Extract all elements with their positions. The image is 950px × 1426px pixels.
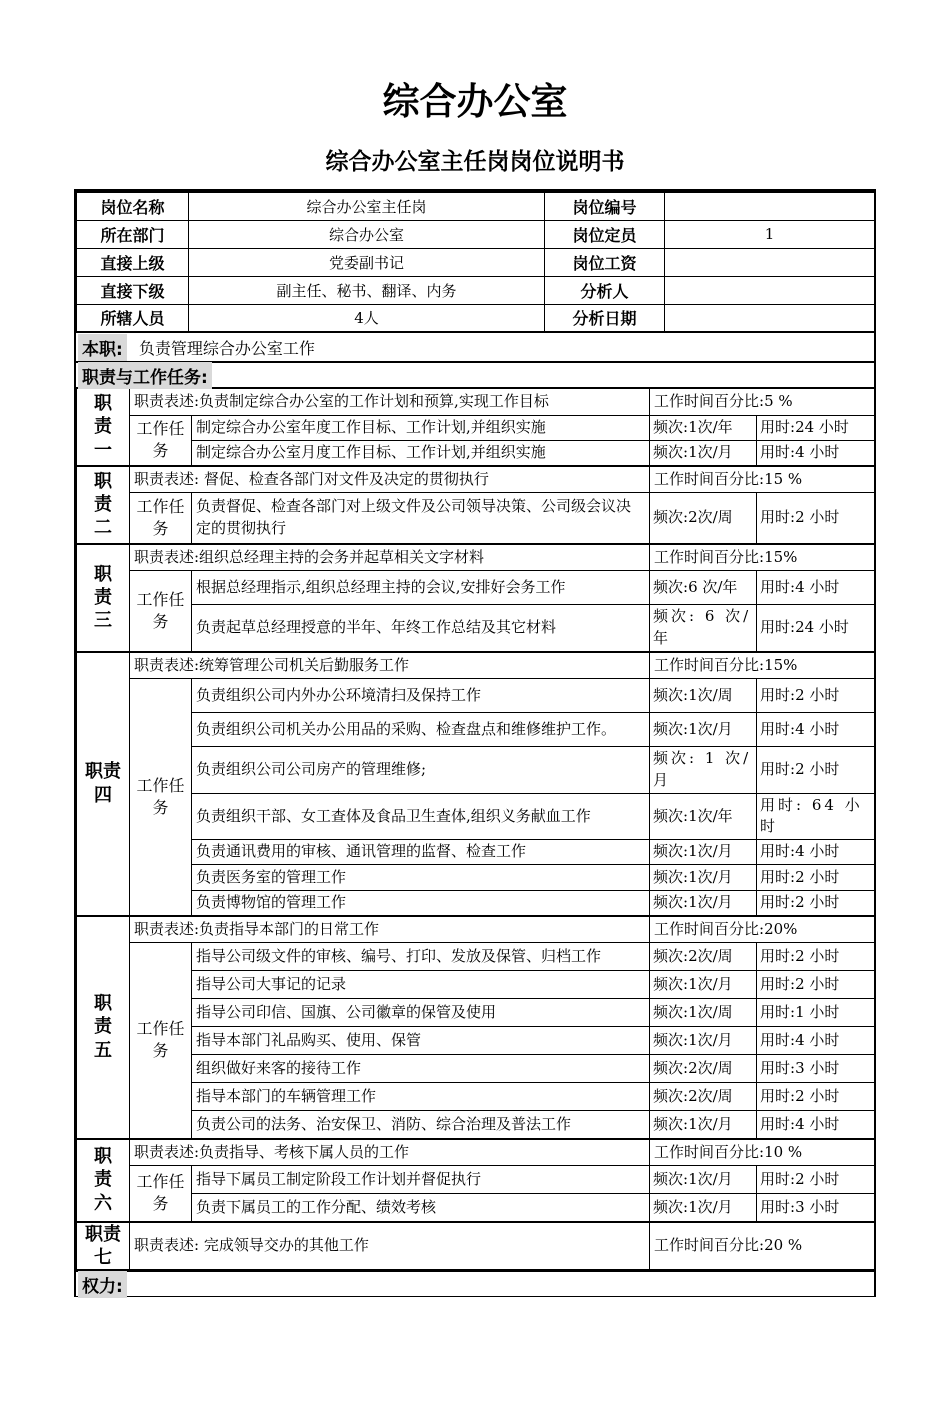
info-value-headcount: 1 [665,220,875,248]
main-duty-label: 本职: [78,334,127,361]
duty-time-percent: 工作时间百分比:10 % [650,1139,875,1166]
task-frequency: 频次:1次/月 [650,440,757,465]
task-duration: 用时:1 小时 [757,999,875,1027]
task-text: 根据总经理指示,组织总经理主持的会议,安排好会务工作 [192,571,650,605]
task-duration: 用时:2 小时 [757,890,875,915]
task-duration: 用时:4 小时 [757,1027,875,1055]
task-row [77,713,875,747]
page-title: 综合办公室 [382,80,568,123]
duty-time-percent: 工作时间百分比:15% [650,544,875,571]
task-duration: 用时:4 小时 [757,840,875,865]
task-duration: 用时:2 小时 [757,864,875,890]
duty-time-percent: 工作时间百分比:20% [650,916,875,943]
task-group-label: 工作任务 [130,493,192,544]
info-label-position-code: 岗位编号 [545,192,665,220]
duty-name-cell [77,652,130,916]
info-value-staff-managed: 4人 [189,304,545,332]
duty-description: 职责表述:组织总经理主持的会务并起草相关文字材料 [130,544,650,571]
task-duration: 用时:3 小时 [757,1055,875,1083]
task-row [77,679,875,713]
task-text: 指导本部门的车辆管理工作 [192,1083,650,1111]
task-text: 负责组织公司公司房产的管理维修; [192,747,650,794]
info-row [77,276,875,304]
task-frequency: 频次:2次/周 [650,493,757,544]
task-duration: 用时:2 小时 [757,679,875,713]
task-row [77,1166,875,1194]
info-value-analysis-date [665,304,875,332]
task-row [77,793,875,840]
task-frequency: 频次: 1 次/月 [650,747,757,794]
task-text: 负责医务室的管理工作 [192,864,650,890]
info-label-analyst: 分析人 [545,276,665,304]
info-value-department: 综合办公室 [189,220,545,248]
duty-description: 职责表述: 完成领导交办的其他工作 [130,1222,650,1270]
task-duration: 用时:2 小时 [757,493,875,544]
task-row [77,840,875,865]
task-row [77,999,875,1027]
main-duty-value: 负责管理综合办公室工作 [138,338,315,358]
info-label-staff-managed: 所辖人员 [77,304,189,332]
task-frequency: 频次:1次/月 [650,1027,757,1055]
task-frequency: 频次:1次/月 [650,1166,757,1194]
task-frequency: 频次:1次/月 [650,1111,757,1139]
task-row [77,1055,875,1083]
task-frequency: 频次:1次/年 [650,793,757,840]
document-page [74,82,876,1297]
info-row [77,192,875,220]
task-frequency: 频次:1次/年 [650,416,757,441]
task-text: 负责组织公司机关办公用品的采购、检查盘点和维修维护工作。 [192,713,650,747]
duty-time-percent: 工作时间百分比:5 % [650,389,875,416]
duty-name: 职责二 [94,470,112,539]
info-value-direct-subordinates: 副主任、秘书、翻译、内务 [189,276,545,304]
duty-description: 职责表述: 督促、检查各部门对文件及决定的贯彻执行 [130,466,650,493]
task-frequency: 频次:1次/月 [650,713,757,747]
duties-table [76,388,875,1270]
task-text: 负责起草总经理授意的半年、年终工作总结及其它材料 [192,605,650,652]
task-duration: 用时:24 小时 [757,416,875,441]
info-label-analysis-date: 分析日期 [545,304,665,332]
duty-name-cell [77,389,130,466]
duties-section-label: 职责与工作任务: [78,362,212,389]
task-text: 负责组织干部、女工查体及食品卫生查体,组织义务献血工作 [192,793,650,840]
task-duration: 用时:2 小时 [757,747,875,794]
task-text: 指导公司级文件的审核、编号、打印、发放及保管、归档工作 [192,943,650,971]
task-group-label: 工作任务 [130,571,192,652]
duty-name: 职责六 [94,1146,112,1214]
position-info-table [76,192,875,334]
task-row [77,416,875,441]
info-label-direct-superior: 直接上级 [77,248,189,276]
info-value-salary [665,248,875,276]
page-subtitle: 综合办公室主任岗岗位说明书 [325,148,625,175]
task-group-label: 工作任务 [130,416,192,466]
duty-desc-row [77,652,875,679]
duty-description: 职责表述:负责指导、考核下属人员的工作 [130,1139,650,1166]
duty-name: 职责七 [84,1223,121,1269]
task-row [77,890,875,915]
task-frequency: 频次:2次/周 [650,943,757,971]
task-duration: 用时:2 小时 [757,943,875,971]
task-text: 指导下属员工制定阶段工作计划并督促执行 [192,1166,650,1194]
task-row [77,571,875,605]
info-value-position-code [665,192,875,220]
duty-time-percent: 工作时间百分比:15 % [650,466,875,493]
task-text: 负责公司的法务、治安保卫、消防、综合治理及普法工作 [192,1111,650,1139]
task-row [77,747,875,794]
duty-name-cell [77,1222,130,1270]
duty-description: 职责表述:负责制定综合办公室的工作计划和预算,实现工作目标 [130,389,650,416]
task-frequency: 频次:1次/月 [650,840,757,865]
task-frequency: 频次:1次/周 [650,679,757,713]
task-frequency: 频次:1次/月 [650,864,757,890]
power-section-label: 权力: [78,1271,127,1298]
task-duration: 用时:2 小时 [757,1166,875,1194]
task-text: 指导本部门礼品购买、使用、保管 [192,1027,650,1055]
task-text: 负责下属员工的工作分配、绩效考核 [192,1194,650,1222]
task-group-label: 工作任务 [130,943,192,1139]
task-text: 制定综合办公室月度工作目标、工作计划,并组织实施 [192,440,650,465]
info-value-position-name: 综合办公室主任岗 [189,192,545,220]
task-row [77,1027,875,1055]
task-row [77,440,875,465]
duty-name-cell [77,466,130,544]
task-frequency: 频次:1次/月 [650,1194,757,1222]
task-duration: 用时: 64 小时 [757,793,875,840]
task-frequency: 频次: 6 次/年 [650,605,757,652]
task-group-label: 工作任务 [130,679,192,916]
task-text: 制定综合办公室年度工作目标、工作计划,并组织实施 [192,416,650,441]
task-frequency: 频次:1次/月 [650,890,757,915]
duty-name: 职责五 [94,993,112,1061]
duty-desc-row [77,1222,875,1270]
task-text: 负责督促、检查各部门对上级文件及公司领导决策、公司级会议决定的贯彻执行 [192,493,650,544]
task-duration: 用时:4 小时 [757,440,875,465]
duty-name: 职责三 [94,563,112,632]
task-duration: 用时:2 小时 [757,971,875,999]
task-row [77,493,875,544]
duty-name-cell [77,1139,130,1222]
task-text: 负责博物馆的管理工作 [192,890,650,915]
info-label-department: 所在部门 [77,220,189,248]
task-frequency: 频次:1次/月 [650,971,757,999]
info-label-position-name: 岗位名称 [77,192,189,220]
info-label-direct-subordinates: 直接下级 [77,276,189,304]
duty-time-percent: 工作时间百分比:20 % [650,1222,875,1270]
task-text: 组织做好来客的接待工作 [192,1055,650,1083]
duty-name: 职责一 [94,392,112,461]
duty-desc-row [77,389,875,416]
task-row [77,943,875,971]
info-value-direct-superior: 党委副书记 [189,248,545,276]
duty-desc-row [77,466,875,493]
task-row [77,1083,875,1111]
task-frequency: 频次:1次/周 [650,999,757,1027]
duty-time-percent: 工作时间百分比:15% [650,652,875,679]
info-label-salary: 岗位工资 [545,248,665,276]
main-duty-row [76,333,874,363]
task-text: 负责组织公司内外办公环境清扫及保持工作 [192,679,650,713]
duty-name: 职责四 [84,761,121,806]
duty-name-cell [77,916,130,1139]
task-duration: 用时:3 小时 [757,1194,875,1222]
duty-name-cell [77,544,130,652]
task-duration: 用时:24 小时 [757,605,875,652]
task-row [77,864,875,890]
job-description-table [74,189,876,1298]
task-row [77,1194,875,1222]
task-row [77,1111,875,1139]
task-duration: 用时:2 小时 [757,1083,875,1111]
duty-desc-row [77,544,875,571]
task-text: 指导公司大事记的记录 [192,971,650,999]
duty-description: 职责表述:负责指导本部门的日常工作 [130,916,650,943]
task-text: 指导公司印信、国旗、公司徽章的保管及使用 [192,999,650,1027]
power-section-header [76,1270,874,1296]
duties-section-header [76,363,874,388]
task-duration: 用时:4 小时 [757,713,875,747]
info-row [77,304,875,332]
info-label-headcount: 岗位定员 [545,220,665,248]
duty-desc-row [77,1139,875,1166]
info-value-analyst [665,276,875,304]
task-row [77,605,875,652]
duty-desc-row [77,916,875,943]
task-text: 负责通讯费用的审核、通讯管理的监督、检查工作 [192,840,650,865]
task-group-label: 工作任务 [130,1166,192,1222]
task-duration: 用时:4 小时 [757,571,875,605]
task-frequency: 频次:2次/周 [650,1083,757,1111]
task-row [77,971,875,999]
task-duration: 用时:4 小时 [757,1111,875,1139]
info-row [77,220,875,248]
task-frequency: 频次:2次/周 [650,1055,757,1083]
info-row [77,248,875,276]
duty-description: 职责表述:统筹管理公司机关后勤服务工作 [130,652,650,679]
task-frequency: 频次:6 次/年 [650,571,757,605]
